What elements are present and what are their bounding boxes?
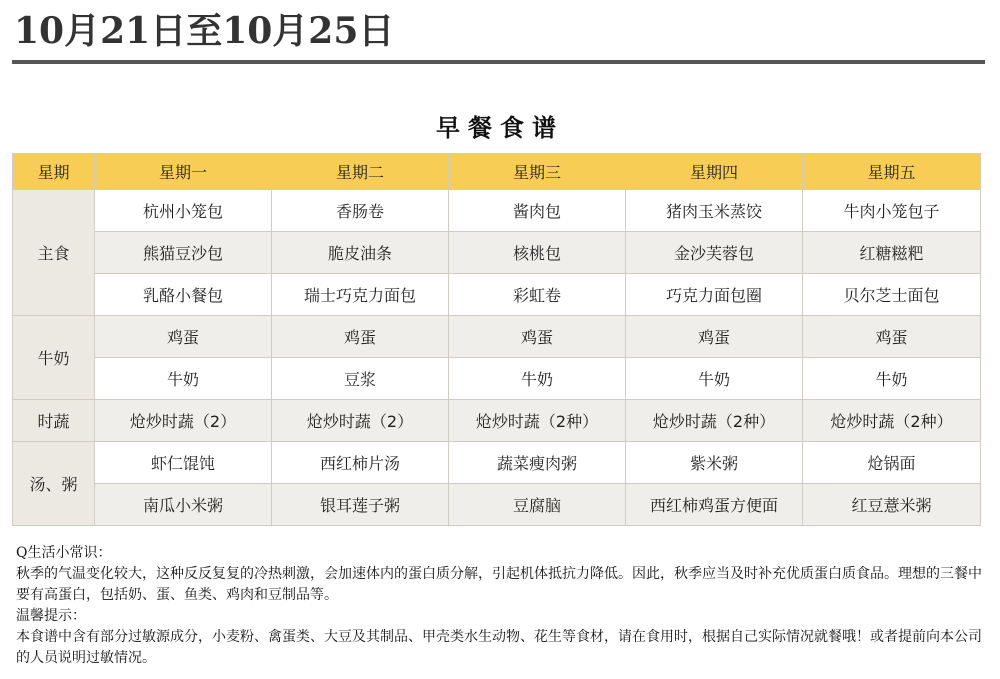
menu-title: 早餐食谱 [436, 113, 564, 142]
menu-item-cell: 牛奶 [626, 358, 803, 400]
menu-item-cell: 牛肉小笼包子 [803, 190, 981, 232]
menu-item-cell: 炝炒时蔬（2种） [626, 400, 803, 442]
title-divider [12, 60, 985, 64]
menu-item-cell: 牛奶 [95, 358, 272, 400]
table-row [13, 442, 981, 484]
column-header-day-label: 星期 [13, 154, 95, 190]
reminder-title: 温馨提示： [16, 608, 86, 624]
table-row [13, 358, 981, 400]
menu-item-cell: 炝炒时蔬（2） [95, 400, 272, 442]
column-header-monday: 星期一 [95, 154, 272, 190]
menu-item-cell: 彩虹卷 [449, 274, 626, 316]
table-row [13, 232, 981, 274]
menu-item-cell: 巧克力面包圈 [626, 274, 803, 316]
category-cell: 汤、粥 [13, 442, 95, 526]
menu-item-cell: 南瓜小米粥 [95, 484, 272, 526]
category-cell: 时蔬 [13, 400, 95, 442]
menu-item-cell: 杭州小笼包 [95, 190, 272, 232]
menu-item-cell: 鸡蛋 [803, 316, 981, 358]
menu-item-cell: 西红柿片汤 [272, 442, 449, 484]
category-cell: 牛奶 [13, 316, 95, 400]
menu-item-cell: 贝尔芝士面包 [803, 274, 981, 316]
menu-item-cell: 炝炒时蔬（2） [272, 400, 449, 442]
menu-item-cell: 豆浆 [272, 358, 449, 400]
menu-item-cell: 脆皮油条 [272, 232, 449, 274]
tips-title: Q生活小常识： [16, 545, 112, 561]
menu-body [13, 190, 981, 526]
menu-item-cell: 银耳莲子粥 [272, 484, 449, 526]
reminder-text: 本食谱中含有部分过敏源成分，小麦粉、禽蛋类、大豆及其制品、甲壳类水生动物、花生等食材，请在食用时，根据自己实际情况就餐哦！或者提前向本公司的人员说明过敏情况。 [16, 629, 982, 666]
menu-item-cell: 瑞士巧克力面包 [272, 274, 449, 316]
column-header-friday: 星期五 [803, 154, 981, 190]
table-row [13, 484, 981, 526]
category-cell: 主食 [13, 190, 95, 316]
menu-item-cell: 紫米粥 [626, 442, 803, 484]
table-header-row [13, 154, 981, 190]
table-row [13, 400, 981, 442]
menu-item-cell: 牛奶 [803, 358, 981, 400]
menu-item-cell: 香肠卷 [272, 190, 449, 232]
breakfast-menu-table [12, 153, 981, 526]
menu-item-cell: 鸡蛋 [95, 316, 272, 358]
menu-item-cell: 炝锅面 [803, 442, 981, 484]
menu-item-cell: 红豆薏米粥 [803, 484, 981, 526]
menu-item-cell: 乳酪小餐包 [95, 274, 272, 316]
menu-item-cell: 熊猫豆沙包 [95, 232, 272, 274]
menu-item-cell: 蔬菜瘦肉粥 [449, 442, 626, 484]
menu-item-cell: 酱肉包 [449, 190, 626, 232]
menu-item-cell: 鸡蛋 [272, 316, 449, 358]
menu-item-cell: 炝炒时蔬（2种） [803, 400, 981, 442]
column-header-tuesday: 星期二 [272, 154, 449, 190]
menu-item-cell: 牛奶 [449, 358, 626, 400]
notes-section [16, 543, 984, 669]
column-header-wednesday: 星期三 [449, 154, 626, 190]
table-row [13, 190, 981, 232]
menu-item-cell: 炝炒时蔬（2种） [449, 400, 626, 442]
menu-item-cell: 猪肉玉米蒸饺 [626, 190, 803, 232]
tips-text: 秋季的气温变化较大，这种反反复复的冷热刺激，会加速体内的蛋白质分解，引起机体抵抗力降低。因此，秋季应当及时补充优质蛋白质食品。理想的三餐中要有高蛋白，包括奶、蛋、鱼类、鸡肉和豆制品等。 [16, 566, 982, 603]
table-row [13, 274, 981, 316]
menu-item-cell: 虾仁馄饨 [95, 442, 272, 484]
menu-item-cell: 鸡蛋 [449, 316, 626, 358]
menu-item-cell: 核桃包 [449, 232, 626, 274]
table-row [13, 316, 981, 358]
menu-item-cell: 红糖糍粑 [803, 232, 981, 274]
menu-item-cell: 金沙芙蓉包 [626, 232, 803, 274]
column-header-thursday: 星期四 [626, 154, 803, 190]
menu-item-cell: 西红柿鸡蛋方便面 [626, 484, 803, 526]
page-title: 10月21日至10月25日 [14, 10, 395, 52]
menu-item-cell: 鸡蛋 [626, 316, 803, 358]
menu-item-cell: 豆腐脑 [449, 484, 626, 526]
